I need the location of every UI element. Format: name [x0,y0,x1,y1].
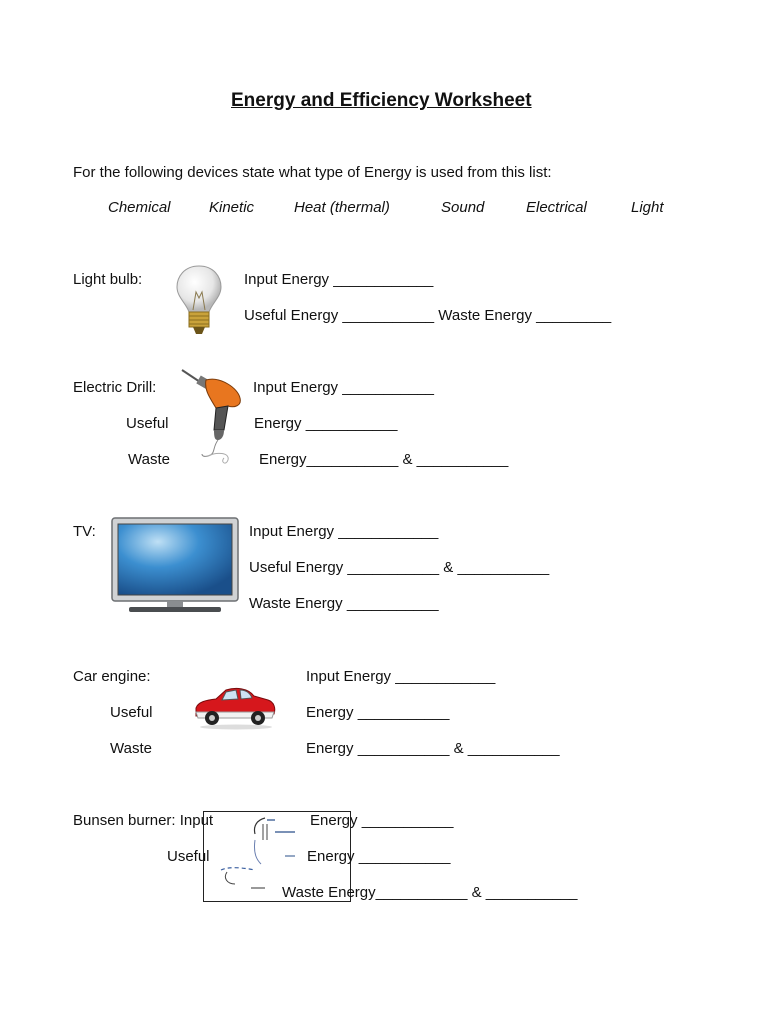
car-useful-label: Useful [110,704,153,721]
instruction-text: For the following devices state what type of Energy is used from this list: [73,164,552,181]
light-bulb-input: Input Energy ____________ [244,271,434,288]
light-bulb-label: Light bulb: [73,271,143,288]
page-title: Energy and Efficiency Worksheet [231,90,532,111]
energy-type-heat: Heat (thermal) [294,199,390,216]
drill-input: Input Energy ___________ [253,379,434,396]
car-label: Car engine: [73,668,151,685]
drill-useful-label: Useful [126,415,169,432]
bunsen-waste: Waste Energy___________ & ___________ [282,884,578,901]
energy-type-sound: Sound [441,199,485,216]
bunsen-useful-label: Useful [167,848,210,865]
energy-type-kinetic: Kinetic [209,199,255,216]
light-bulb-icon [174,264,224,338]
television-icon [111,517,241,615]
car-useful: Energy ___________ [306,704,450,721]
energy-type-chemical: Chemical [108,199,171,216]
car-input: Input Energy ____________ [306,668,496,685]
energy-type-light: Light [631,199,664,216]
drill-waste-label: Waste [128,451,170,468]
car-waste: Energy ___________ & ___________ [306,740,560,757]
drill-label: Electric Drill: [73,379,157,396]
electric-drill-icon [180,368,246,474]
bunsen-input: Energy ___________ [310,812,454,829]
tv-input: Input Energy ____________ [249,523,439,540]
energy-type-electrical: Electrical [526,199,587,216]
tv-useful: Useful Energy ___________ & ___________ [249,559,550,576]
red-car-icon [192,684,278,730]
drill-waste: Energy___________ & ___________ [259,451,509,468]
light-bulb-useful-waste: Useful Energy ___________ Waste Energy _________ [244,307,612,324]
tv-label: TV: [73,523,96,540]
bunsen-label: Bunsen burner: Input [73,812,214,829]
car-waste-label: Waste [110,740,152,757]
bunsen-useful: Energy ___________ [307,848,451,865]
drill-useful: Energy ___________ [254,415,398,432]
tv-waste: Waste Energy ___________ [249,595,439,612]
